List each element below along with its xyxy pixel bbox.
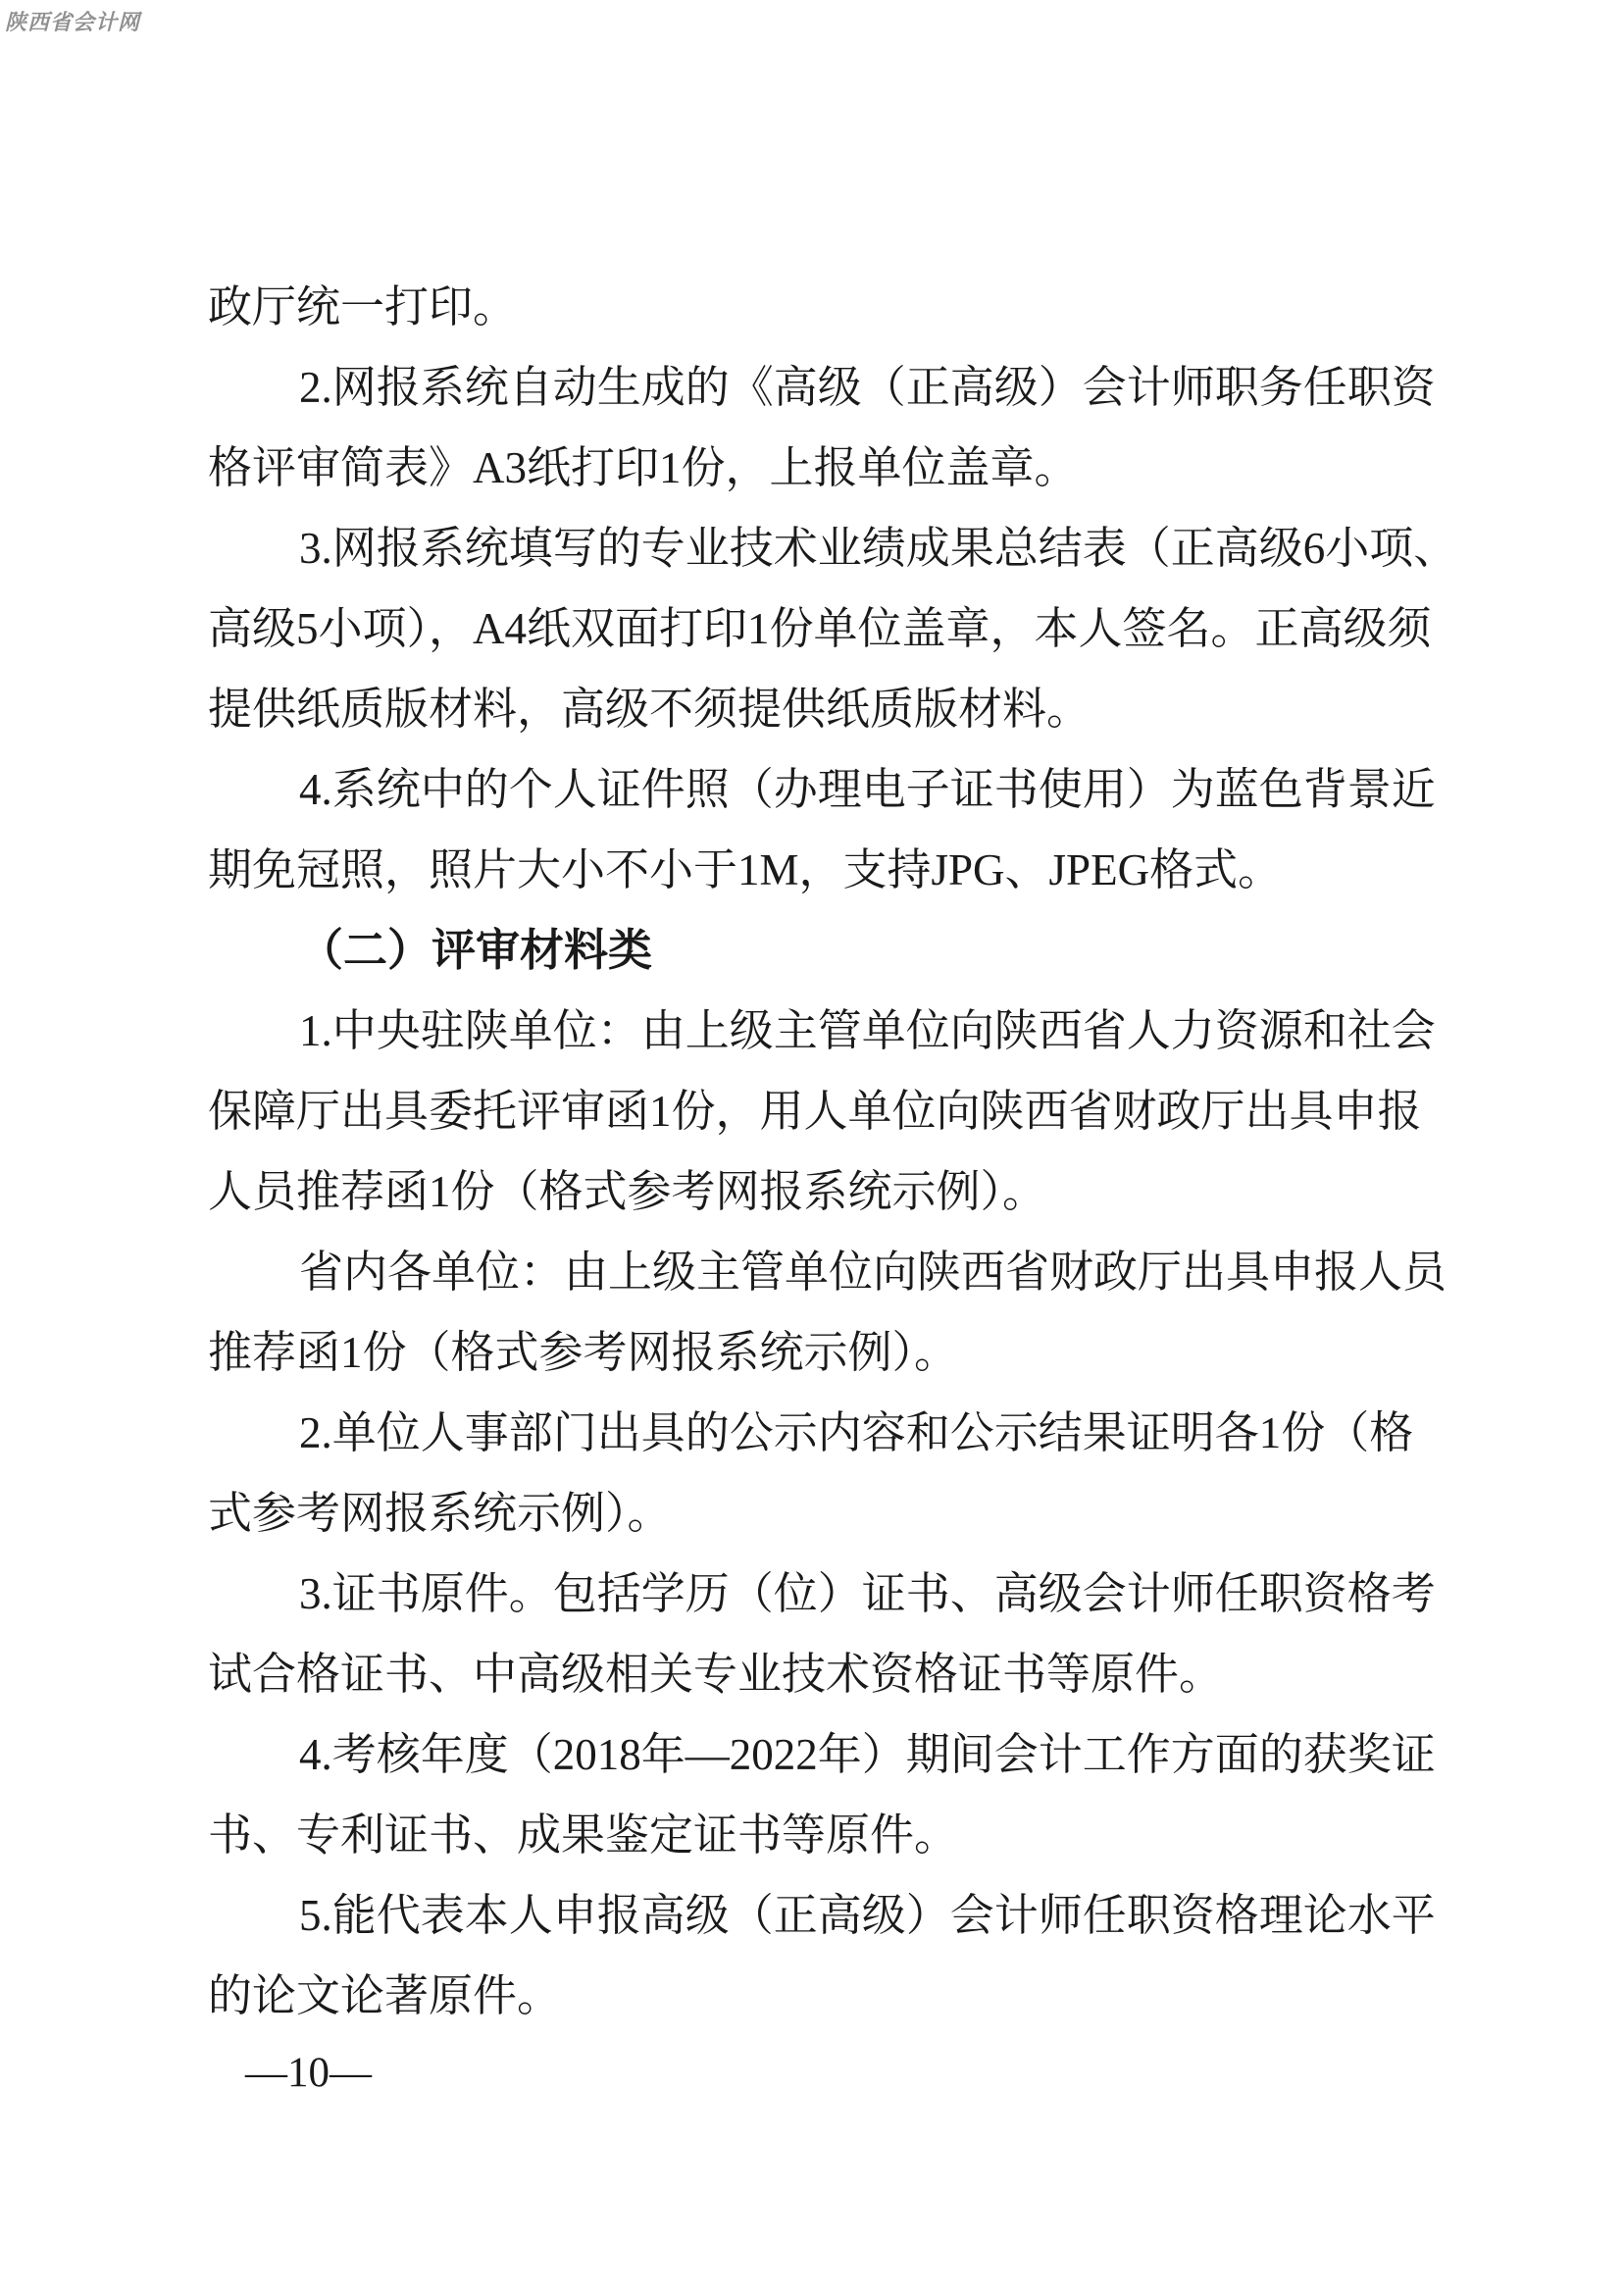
- text-line: 期免冠照，照片大小不小于1M，支持JPG、JPEG格式。: [208, 845, 1283, 894]
- text-line: 4.考核年度（2018年—2022年）期间会计工作方面的获奖证: [299, 1730, 1436, 1779]
- text-line: 的论文论著原件。: [208, 1971, 562, 2020]
- text-line: 1.中央驻陕单位：由上级主管单位向陕西省人力资源和社会: [299, 1006, 1436, 1055]
- page-number: —10—: [245, 2050, 372, 2096]
- text-line: （二）评审材料类: [299, 926, 653, 975]
- text-line: 人员推荐函1份（格式参考网报系统示例）。: [208, 1167, 1047, 1216]
- text-line: 2.单位人事部门出具的公示内容和公示结果证明各1份（格: [299, 1408, 1414, 1457]
- site-watermark: 陕西省会计网: [5, 10, 141, 34]
- document-body: [208, 267, 1458, 2036]
- text-line: 书、专利证书、成果鉴定证书等原件。: [208, 1810, 959, 1860]
- text-line: 提供纸质版材料，高级不须提供纸质版材料。: [208, 685, 1091, 734]
- text-line: 政厅统一打印。: [208, 282, 518, 331]
- text-line: 4.系统中的个人证件照（办理电子证书使用）为蓝色背景近: [299, 765, 1436, 814]
- text-line: 保障厅出具委托评审函1份，用人单位向陕西省财政厅出具申报: [208, 1087, 1422, 1136]
- text-line: 式参考网报系统示例）。: [208, 1489, 672, 1538]
- text-line: 2.网报系统自动生成的《高级（正高级）会计师职务任职资: [299, 363, 1436, 412]
- text-line: 3.网报系统填写的专业技术业绩成果总结表（正高级6小项、: [299, 524, 1458, 573]
- text-line: 5.能代表本人申报高级（正高级）会计师任职资格理论水平: [299, 1891, 1436, 1940]
- text-line: 试合格证书、中高级相关专业技术资格证书等原件。: [208, 1650, 1224, 1699]
- text-line: 省内各单位：由上级主管单位向陕西省财政厅出具申报人员: [299, 1248, 1447, 1297]
- text-line: 格评审简表》A3纸打印1份，上报单位盖章。: [208, 443, 1079, 492]
- text-line: 高级5小项），A4纸双面打印1份单位盖章，本人签名。正高级须: [208, 604, 1432, 653]
- text-line: 推荐函1份（格式参考网报系统示例）。: [208, 1328, 959, 1377]
- text-line: 3.证书原件。包括学历（位）证书、高级会计师任职资格考: [299, 1569, 1436, 1618]
